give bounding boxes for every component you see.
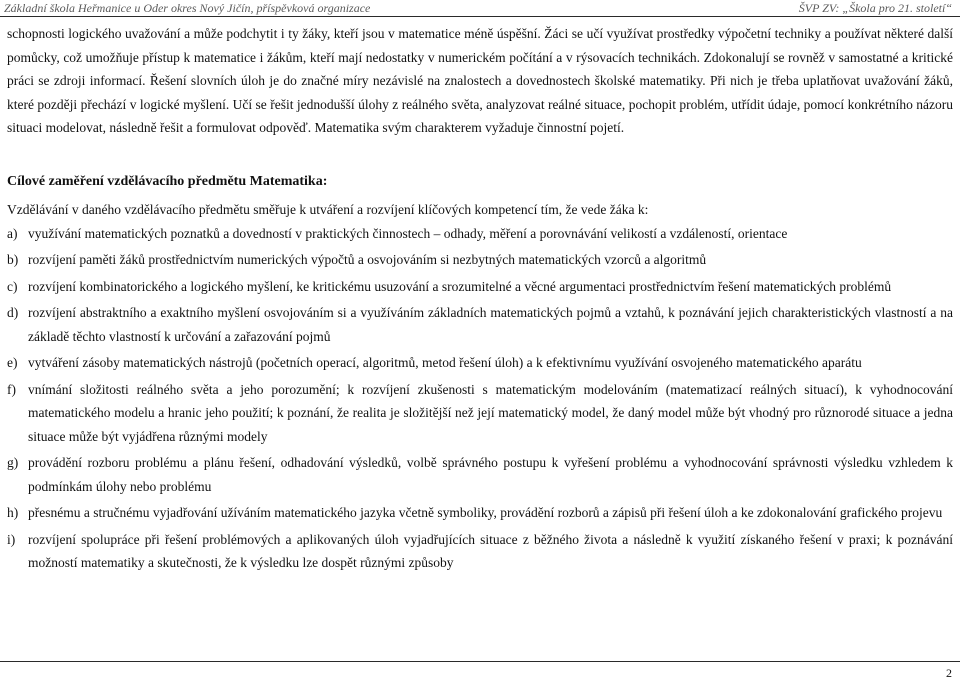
document-body xyxy=(7,22,953,578)
list-item-letter: h) xyxy=(7,505,19,520)
list-item-letter: a) xyxy=(7,225,18,241)
list-item-text: vnímání složitosti reálného světa a jeho porozumění; k rozvíjení zkušenosti s matematickým modelováním (matematizací reálných situací), k vyhodnocování matematického modelu a hranic jeho použití; k poznání, že realita je složitější než její matematický model, že daný model může být vhodný pro různorodé situace a jedna situace může být vyjádřena různými modely xyxy=(28,381,953,444)
page-header xyxy=(0,0,960,17)
list-item-letter: f) xyxy=(7,381,16,397)
list-item-text: přesnému a stručnému vyjadřování užíváním matematického jazyka včetně symboliky, provádění rozborů a zápisů při řešení úloh a ke zdokonalování grafického projevu xyxy=(28,505,943,520)
goals-list xyxy=(7,222,953,575)
list-item-text: rozvíjení spolupráce při řešení problémových a aplikovaných úloh vyjadřujících situace z běžného života a následně k využití získaného řešení v praxi; k poznávání možností matematiky a skutečnosti, že k výsledku lze dospět různými způsoby xyxy=(28,531,953,570)
intro-paragraph: schopnosti logického uvažování a může podchytit i ty žáky, kteří jsou v matematice méně úspěšní. Žáci se učí využívat prostředky výpočetní techniky a používat některé další pomůcky, což umožňuje přístup k matematice i žákům, kteří mají nedostatky v numerickém počítání a v rýsovacích technikách. Zdokonalují se rovněž v samostatné a kritické práci se zdroji informací. Řešení slovních úloh je do značné míry nezávislé na znalostech a dovednostech školské matematiky. Při nich je třeba uplatňovat uvažování žáků, které později přechází v logické myšlení. Učí se řešit jednodušší úlohy z reálného světa, analyzovat reálné situace, pochopit problém, utřídit údaje, pomocí konkrétního názoru situaci modelovat, následně řešit a formulovat odpověď. Matematika svým charakterem vyžaduje činnostní pojetí. xyxy=(7,26,953,135)
section-lead: Vzdělávání v daného vzdělávacího předmětu směřuje k utváření a rozvíjení klíčových kompetencí tím, že vede žáka k: xyxy=(7,201,649,217)
list-item-text: rozvíjení abstraktního a exaktního myšlení osvojováním si a využíváním základních matematických pojmů a vztahů, k poznávání jejich charakteristických vlastností a na základě těchto vlastností k určování a zařazování pojmů xyxy=(28,305,953,344)
header-program-title: ŠVP ZV: „Škola pro 21. století“ xyxy=(798,1,952,15)
list-item xyxy=(7,451,953,498)
header-school-name: Základní škola Heřmanice u Oder okres Nový Jičín, příspěvková organizace xyxy=(4,1,371,15)
list-item-text: vytváření zásoby matematických nástrojů (početních operací, algoritmů, metod řešení úloh) a k efektivnímu využívání osvojeného matematického aparátu xyxy=(28,355,862,370)
list-item-text: provádění rozboru problému a plánu řešení, odhadování výsledků, volbě správného postupu k vyřešení problému a vyhodnocování správnosti výsledku vzhledem k podmínkám úlohy nebo problému xyxy=(28,455,953,494)
list-item-letter: i) xyxy=(7,531,16,547)
list-item xyxy=(7,248,953,272)
page-footer xyxy=(0,661,960,680)
list-item-letter: d) xyxy=(7,305,19,320)
page-number: 2 xyxy=(946,666,952,680)
list-item xyxy=(7,275,953,299)
list-item xyxy=(7,222,953,246)
section-heading: Cílové zaměření vzdělávacího předmětu Matematika: xyxy=(7,173,328,189)
list-item-text: rozvíjení paměti žáků prostřednictvím numerických výpočtů a osvojováním si nezbytných matematických vzorců a algoritmů xyxy=(28,252,707,267)
list-item xyxy=(7,351,953,375)
list-item-text: rozvíjení kombinatorického a logického myšlení, ke kritickému usuzování a srozumitelné a věcné argumentaci prostřednictvím řešení matematických problémů xyxy=(28,278,892,294)
list-item-letter: c) xyxy=(7,278,18,294)
list-item xyxy=(7,301,953,348)
list-item-letter: g) xyxy=(7,455,19,470)
list-item xyxy=(7,528,953,575)
list-item xyxy=(7,378,953,449)
list-item-letter: b) xyxy=(7,252,19,267)
list-item xyxy=(7,501,953,525)
list-item-letter: e) xyxy=(7,355,18,370)
list-item-text: využívání matematických poznatků a dovedností v praktických činnostech – odhady, měření a porovnávání velikostí a vzdáleností, orientace xyxy=(28,225,788,241)
